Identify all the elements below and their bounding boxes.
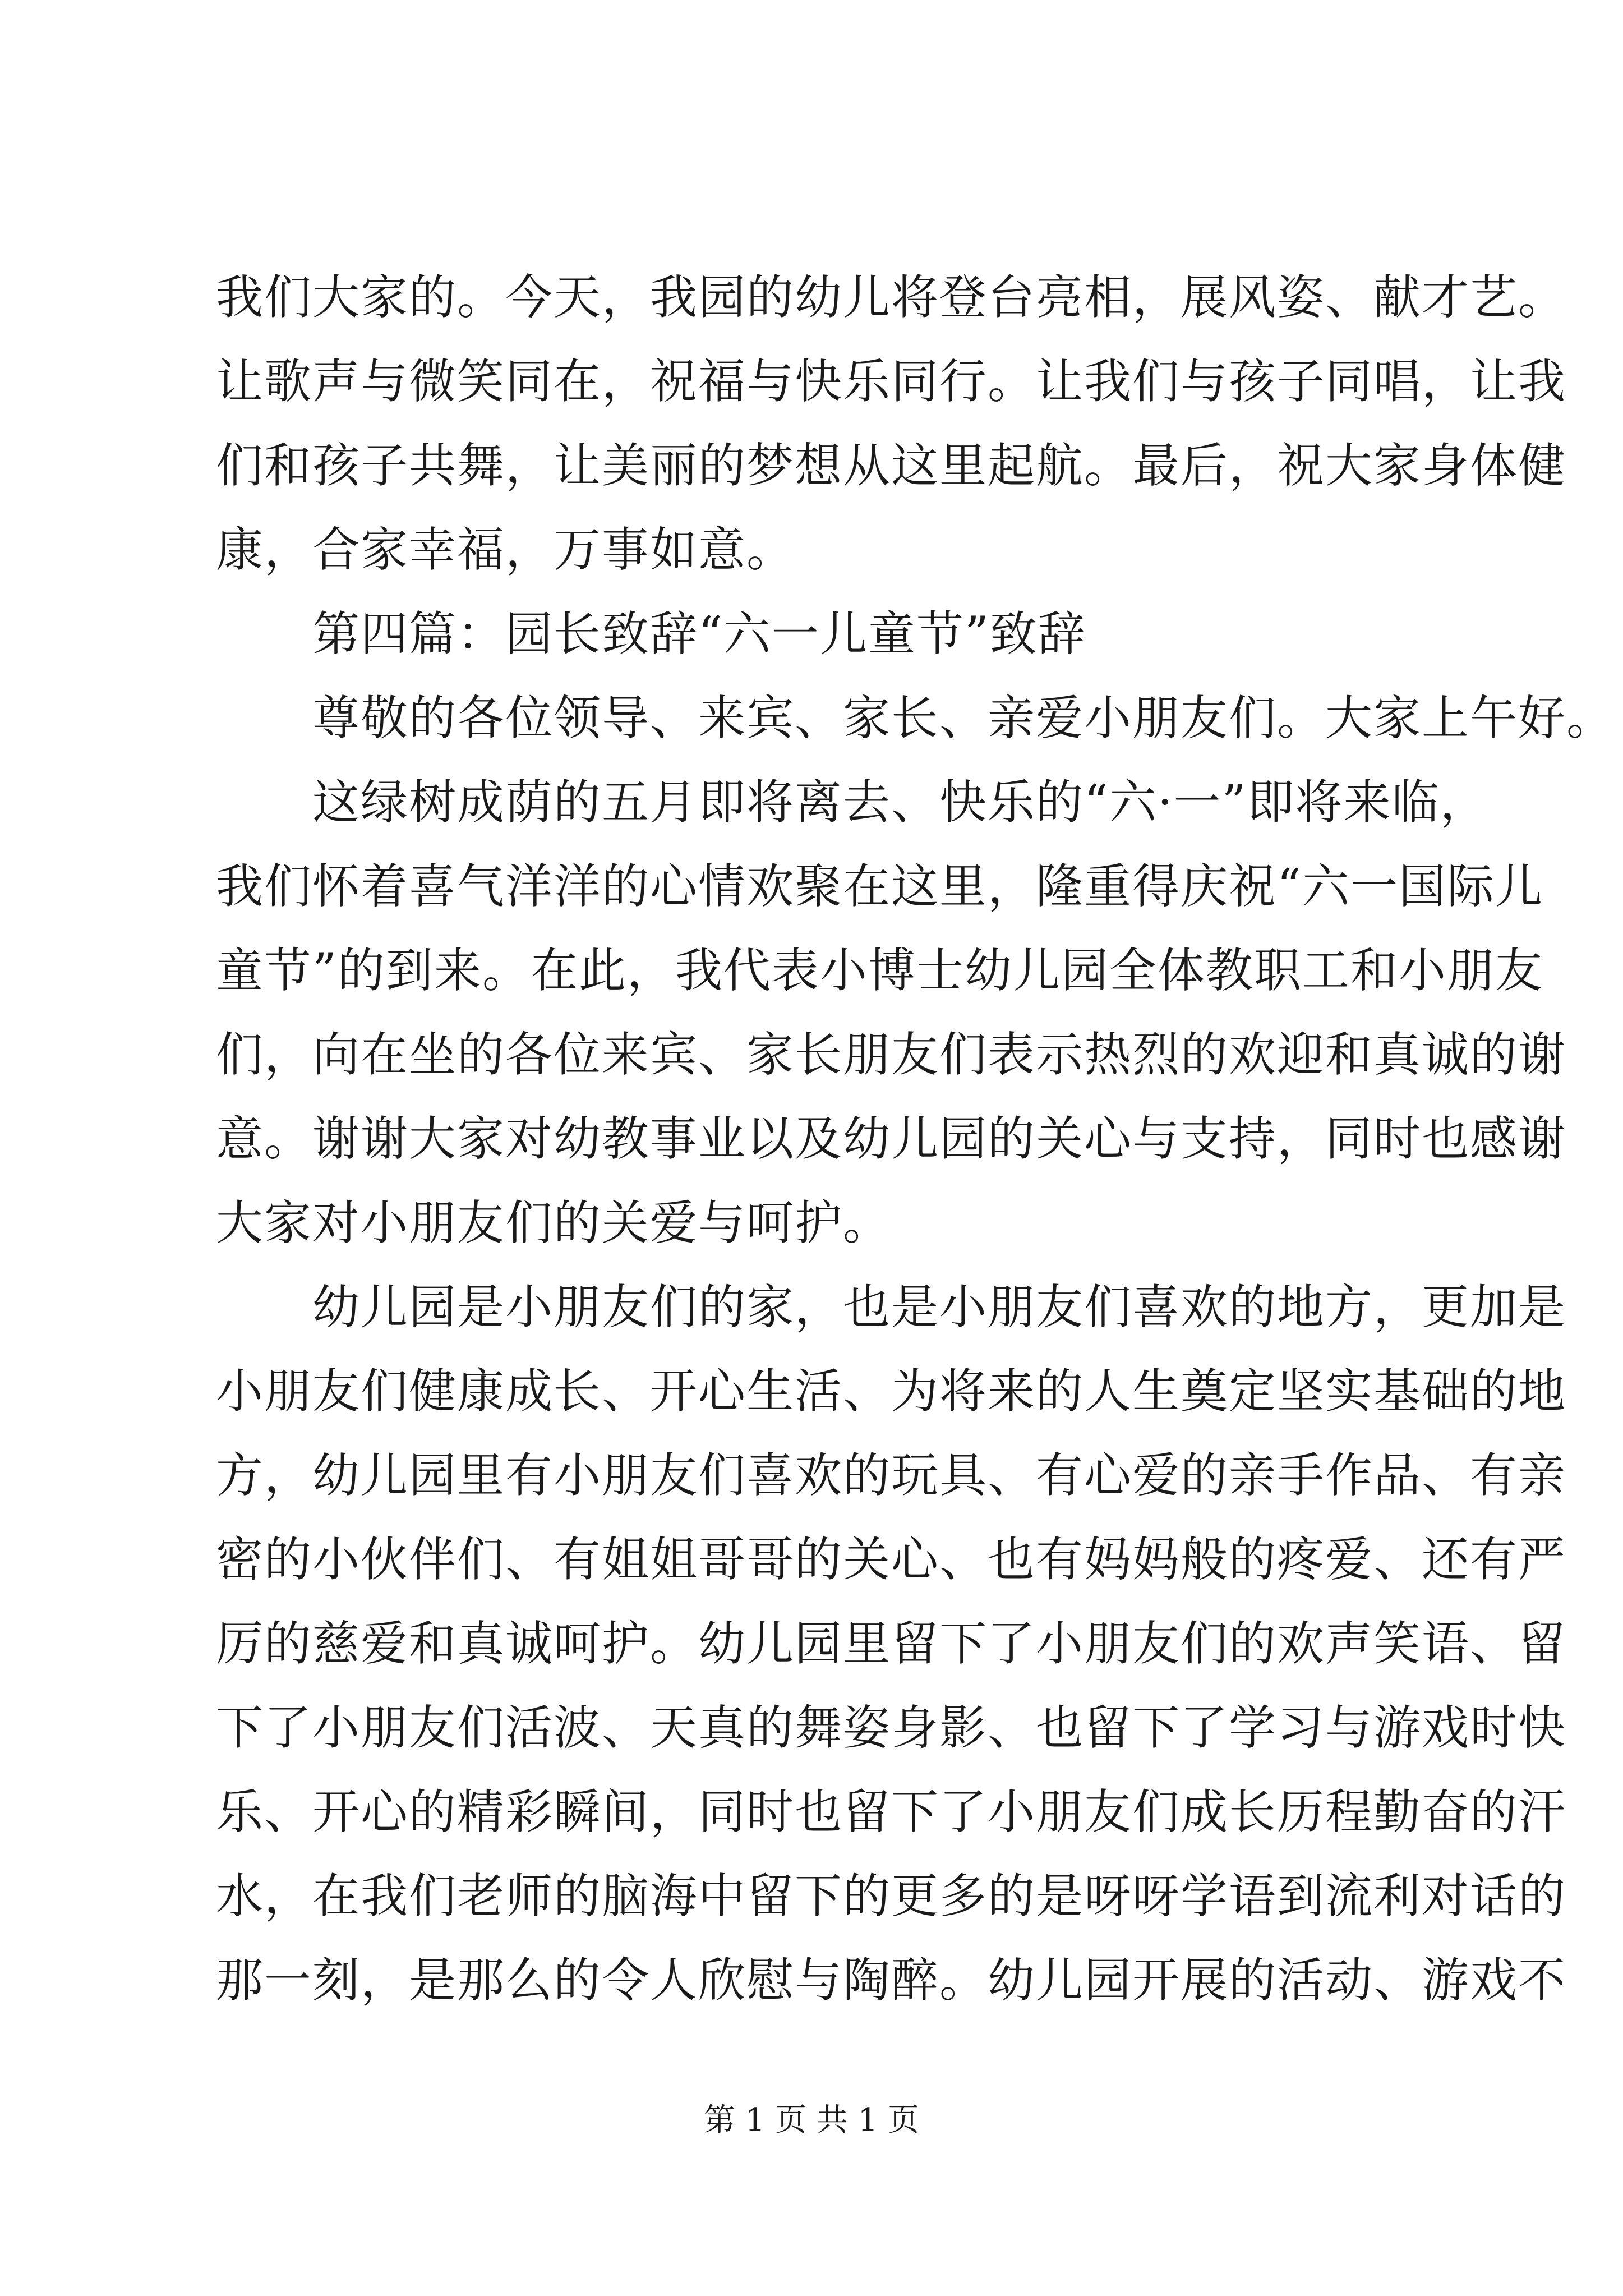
text-line: 康，合家幸福，万事如意。 — [216, 522, 795, 577]
text-line: 水，在我们老师的脑海中留下的更多的是呀呀学语到流利对话的 — [216, 1869, 1567, 1924]
text-line: 幼儿园是小朋友们的家，也是小朋友们喜欢的地方，更加是 — [216, 1280, 1567, 1335]
text-line: 厉的慈爱和真诚呵护。幼儿园里留下了小朋友们的欢声笑语、留 — [216, 1616, 1567, 1671]
text-line: 那一刻，是那么的令人欣慰与陶醉。幼儿园开展的活动、游戏不 — [216, 1953, 1567, 2008]
text-line: 们和孩子共舞，让美丽的梦想从这里起航。最后，祝大家身体健 — [216, 438, 1567, 493]
document-body — [216, 255, 1615, 2022]
section-heading: 第四篇：园长致辞“六一儿童节”致辞 — [216, 606, 1086, 661]
text-line: 下了小朋友们活波、天真的舞姿身影、也留下了学习与游戏时快 — [216, 1700, 1567, 1755]
text-line: 让歌声与微笑同在，祝福与快乐同行。让我们与孩子同唱，让我 — [216, 354, 1567, 409]
text-line: 尊敬的各位领导、来宾、家长、亲爱小朋友们。大家上午好。 — [216, 691, 1615, 746]
text-line: 意。谢谢大家对幼教事业以及幼儿园的关心与支持，同时也感谢 — [216, 1111, 1567, 1166]
text-line: 我们大家的。今天，我园的幼儿将登台亮相，展风姿、献才艺。 — [216, 270, 1567, 325]
text-line: 我们怀着喜气洋洋的心情欢聚在这里，隆重得庆祝“六一国际儿 — [216, 859, 1543, 914]
text-line: 小朋友们健康成长、开心生活、为将来的人生奠定坚实基础的地 — [216, 1364, 1567, 1419]
text-line: 大家对小朋友们的关爱与呵护。 — [216, 1195, 892, 1250]
text-line: 乐、开心的精彩瞬间，同时也留下了小朋友们成长历程勤奋的汗 — [216, 1784, 1567, 1839]
text-line: 童节”的到来。在此，我代表小博士幼儿园全体教职工和小朋友 — [216, 943, 1543, 998]
text-line: 们，向在坐的各位来宾、家长朋友们表示热烈的欢迎和真诚的谢 — [216, 1027, 1567, 1082]
text-line: 方，幼儿园里有小朋友们喜欢的玩具、有心爱的亲手作品、有亲 — [216, 1448, 1567, 1503]
text-line: 密的小伙伴们、有姐姐哥哥的关心、也有妈妈般的疼爱、还有严 — [216, 1532, 1567, 1587]
page-number-footer: 第 1 页 共 1 页 — [703, 2102, 920, 2138]
text-line: 这绿树成荫的五月即将离去、快乐的“六·一”即将来临， — [216, 775, 1488, 830]
